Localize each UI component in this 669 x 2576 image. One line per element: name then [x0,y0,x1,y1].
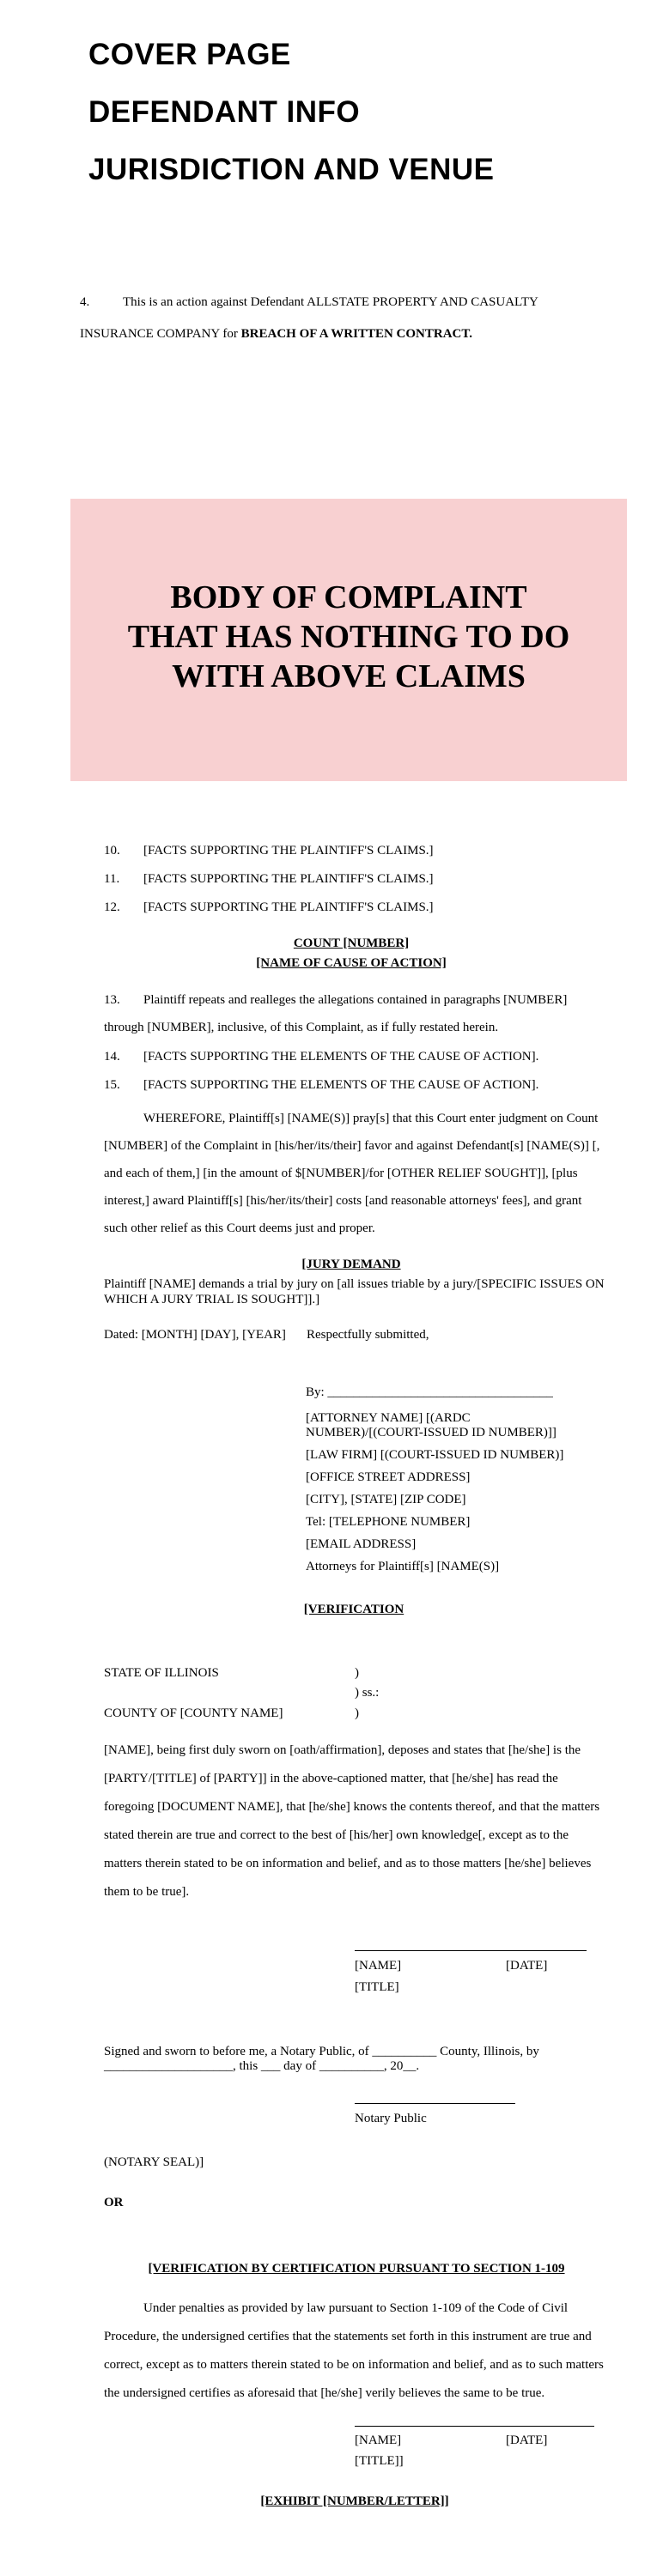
signature-by-line: By: ___________________________________ [306,1385,553,1399]
wherefore-line: WHEREFORE, Plaintiff[s] [NAME(S)] pray[s] that this Court enter judgment on Count [143,1112,599,1125]
notary-signature-rule [355,2103,515,2104]
para15 [104,1077,538,1093]
para4-line1: This is an action against Defendant ALLSTATE PROPERTY AND CASUALTY [123,295,538,309]
exhibit-label: [EXHIBIT [NUMBER/LETTER]] [260,2494,449,2508]
certification-body-line: Under penalties as provided by law pursuant to Section 1-109 of the Code of Civil [143,2301,569,2315]
certification-body-line: correct, except as to matters therein stated to be on information and belief, and as to such matters [104,2358,604,2372]
para4-bold-text: BREACH OF A WRITTEN CONTRACT. [240,327,473,341]
certification-date: [DATE] [506,2434,548,2447]
respectfully-submitted: Respectfully submitted, [307,1328,429,1342]
signature-line: [ATTORNEY NAME] [(ARDC [306,1411,471,1425]
para15-number: 15. [104,1078,120,1092]
fact-number: 11. [104,872,120,886]
dated-line: Dated: [MONTH] [DAY], [YEAR] [104,1328,286,1342]
count-subtitle: [NAME OF CAUSE OF ACTION] [256,956,447,970]
verification-body-line: [PARTY/[TITLE] of [PARTY]] in the above-captioned matter, that [he/she] has read the [104,1772,558,1785]
notary-public-label: Notary Public [355,2112,427,2125]
para13-number: 13. [104,993,120,1007]
notary-seal: (NOTARY SEAL)] [104,2155,204,2169]
certification-title-field: [TITLE]] [355,2454,404,2468]
para14-number: 14. [104,1050,120,1064]
fact-text: [FACTS SUPPORTING THE PLAINTIFF'S CLAIMS.] [143,872,434,886]
jury-demand-line: Plaintiff [NAME] demands a trial by jury on [all issues triable by a jury/[SPECIFIC ISSUES ON [104,1277,605,1291]
verification-body-line: [NAME], being first duly sworn on [oath/affirmation], deposes and states that [he/she] is the [104,1743,581,1757]
signature-line: Tel: [TELEPHONE NUMBER] [306,1515,471,1529]
verification-body-line: them to be true]. [104,1885,190,1899]
verification-state: STATE OF ILLINOIS [104,1666,219,1680]
fact-item [104,843,434,858]
verification-body-line: foregoing [DOCUMENT NAME], that [he/she] knows the contents thereof, and that the matters [104,1800,600,1814]
verification-body-line: matters therein stated to be on information and belief, and as to those matters [he/she] believes [104,1857,592,1870]
banner-line: WITH ABOVE CLAIMS [172,658,526,694]
heading-cover-page: COVER PAGE [88,38,291,71]
verification-signature-rule [355,1950,587,1951]
wherefore-line: [NUMBER] of the Complaint in [his/her/its/their] favor and against Defendant[s] [NAME(S)] [, [104,1139,600,1153]
para4-number: 4. [80,295,90,309]
certification-name: [NAME] [355,2434,402,2447]
verification-paren: ) [355,1706,359,1720]
signature-line: Attorneys for Plaintiff[s] [NAME(S)] [306,1560,500,1573]
verification-county: COUNTY OF [COUNTY NAME] [104,1706,283,1720]
heading-jurisdiction-venue: JURISDICTION AND VENUE [88,153,495,186]
jury-demand-title: [JURY DEMAND [301,1258,401,1271]
jury-demand-line: WHICH A JURY TRIAL IS SOUGHT]].] [104,1293,320,1306]
para13-text: Plaintiff repeats and realleges the allegations contained in paragraphs [NUMBER] [143,993,568,1007]
or-separator: OR [104,2196,124,2209]
verification-name: [NAME] [355,1959,402,1973]
signature-line: [LAW FIRM] [(COURT-ISSUED ID NUMBER)] [306,1448,564,1462]
signature-line: NUMBER)/[(COURT-ISSUED ID NUMBER)]] [306,1426,556,1440]
signature-line: [CITY], [STATE] [ZIP CODE] [306,1493,466,1506]
certification-title: [VERIFICATION BY CERTIFICATION PURSUANT TO SECTION 1-109 [148,2262,565,2276]
certification-body-line: the undersigned certifies as aforesaid that [he/she] verily believes the same to be true. [104,2386,545,2400]
wherefore-line: such other relief as this Court deems just and proper. [104,1221,375,1235]
para4-line2 [80,326,472,342]
fact-number: 12. [104,900,120,914]
heading-defendant-info: DEFENDANT INFO [88,95,361,129]
wherefore-line: and each of them,] [in the amount of $[NUMBER]/for [OTHER RELIEF SOUGHT]], [plus [104,1167,578,1180]
verification-date: [DATE] [506,1959,548,1973]
count-title: COUNT [NUMBER] [293,936,410,950]
signature-line: [OFFICE STREET ADDRESS] [306,1470,471,1484]
verification-ss: ) ss.: [355,1686,380,1700]
para13-line2: through [NUMBER], inclusive, of this Complaint, as if fully restated herein. [104,1021,499,1034]
para13-line1 [104,992,567,1008]
verification-title-field: [TITLE] [355,1980,399,1994]
fact-text: [FACTS SUPPORTING THE PLAINTIFF'S CLAIMS.] [143,844,434,858]
para4-text: INSURANCE COMPANY for [80,327,241,341]
certification-body-line: Procedure, the undersigned certifies that the statements set forth in this instrument are true and [104,2330,592,2343]
verification-paren: ) [355,1666,359,1680]
banner-line: BODY OF COMPLAINT [170,579,527,615]
para14-text: [FACTS SUPPORTING THE ELEMENTS OF THE CAUSE OF ACTION]. [143,1050,539,1064]
certification-signature-rule [355,2426,594,2427]
fact-item [104,871,434,887]
fact-text: [FACTS SUPPORTING THE PLAINTIFF'S CLAIMS.] [143,900,434,914]
signature-line: [EMAIL ADDRESS] [306,1537,417,1551]
notary-line: Signed and sworn to before me, a Notary Public, of __________ County, Illinois, by [104,2045,539,2058]
wherefore-line: interest,] award Plaintiff[s] [his/her/its/their] costs [and reasonable attorneys' fees], and grant [104,1194,582,1208]
notary-line: ____________________, this ___ day of __________, 20__. [104,2059,420,2073]
para15-text: [FACTS SUPPORTING THE ELEMENTS OF THE CAUSE OF ACTION]. [143,1078,539,1092]
verification-body-line: stated therein are true and correct to the best of [his/her] own knowledge[, except as to the [104,1828,569,1842]
banner-line: THAT HAS NOTHING TO DO [127,619,570,655]
highlight-banner [70,499,627,781]
fact-item [104,900,434,915]
banner-text [70,578,627,696]
para14 [104,1049,538,1064]
fact-number: 10. [104,844,120,858]
verification-title: [VERIFICATION [303,1603,404,1616]
